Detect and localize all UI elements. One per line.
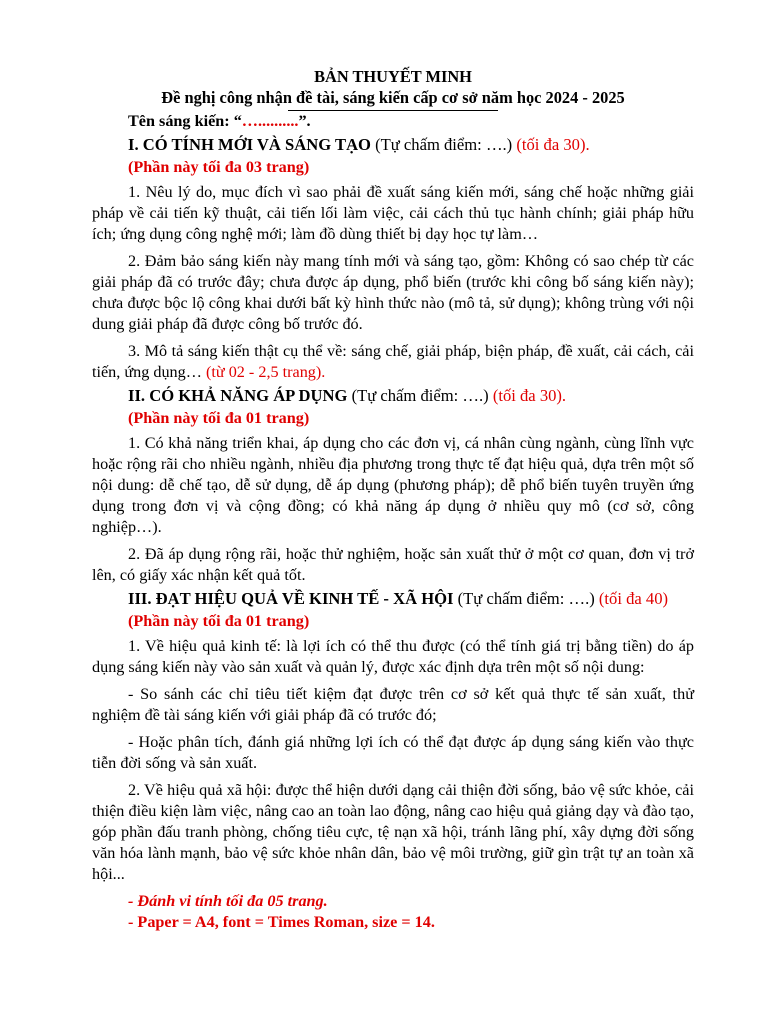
section-2-score: (Tự chấm điểm: ….) [347,386,493,405]
section-3-para-4: 2. Về hiệu quả xã hội: được thể hiện dưới dạng cải thiện đời sống, bảo vệ sức khỏe, cải thiện điều kiện làm việc, nâng cao an toàn lao động, nâng cao hiệu quả giảng dạy và đào tạo, góp phần đấu tranh phòng, chống tiêu cực, tệ nạn xã hội, tránh lãng phí, xây dựng đời sống văn hóa lành mạnh, bảo vệ sức khỏe nhân dân, bảo vệ môi trường, giữ gìn trật tự an toàn xã hội... [92,781,694,883]
section-1-para-3-pages: (từ 02 - 2,5 trang). [205,363,326,381]
section-1-note: (Phần này tối đa 03 trang) [128,158,310,176]
section-2-heading: II. CÓ KHẢ NĂNG ÁP DỤNG [128,386,348,405]
section-1-para-1: 1. Nêu lý do, mục đích vì sao phải đề xuất sáng kiến mới, sáng chế hoặc những giải pháp về cải tiến kỹ thuật, cải tiến lối làm việc, cải cách thủ tục hành chính; giải pháp hữu ích; ứng dụng công nghệ mới; làm đồ dùng thiết bị dạy học tự làm… [92,183,694,243]
footer-note-format: - Paper = A4, font = Times Roman, size = 14. [128,913,435,931]
section-3-heading: III. ĐẠT HIỆU QUẢ VỀ KINH TẾ - XÃ HỘI [128,589,454,608]
section-2-para-1: 1. Có khả năng triển khai, áp dụng cho các đơn vị, cá nhân cùng ngành, cùng lĩnh vực hoặc rộng rãi cho nhiều ngành, nhiều địa phương trong thực tế đạt hiệu quả, dựa trên một số nội dung: dễ chế tạo, dễ sử dụng, dễ áp dụng (phương pháp); dễ phổ biến tuyên truyền ứng dụng trong đơn vị và cộng đồng; có khả năng áp dụng ở nhiều quy mô (cơ sở, công nghiệp…). [92,434,694,536]
initiative-name-value: ….......... [241,112,299,130]
section-1-para-3 [92,341,694,383]
section-1-score: (Tự chấm điểm: ….) [370,135,517,154]
initiative-name-label: Tên sáng kiến: “ [128,112,242,130]
initiative-name-end: ”. [298,112,311,130]
document-page [92,66,694,937]
section-2-note: (Phần này tối đa 01 trang) [128,409,310,427]
section-3-heading-line [92,588,694,609]
section-3-para-2: - So sánh các chỉ tiêu tiết kiệm đạt được trên cơ sở kết quả thực tế sản xuất, thử nghiệm đề tài sáng kiến với giải pháp đã có trước đó; [92,685,694,724]
section-1-para-3-text: 3. Mô tả sáng kiến thật cụ thể về: sáng chế, giải pháp, biện pháp, đề xuất, cải cách, cải tiến, ứng dụng… [92,342,694,381]
section-1-heading: I. CÓ TÍNH MỚI VÀ SÁNG TẠO [128,135,371,154]
section-1-heading-line [92,134,694,155]
section-2-max: (tối đa 30). [492,386,567,405]
section-2-heading-line [92,385,694,406]
doc-title: BẢN THUYẾT MINH [314,67,472,86]
section-3-para-3: - Hoặc phân tích, đánh giá những lợi ích có thể đạt được áp dụng sáng kiến vào thực tiễn đời sống và sản xuất. [92,733,694,772]
section-1-max: (tối đa 30). [516,135,590,154]
section-3-para-1: 1. Về hiệu quả kinh tế: là lợi ích có thể thu được (có thể tính giá trị bằng tiền) do áp dụng sáng kiến này vào sản xuất và quản lý, được xác định dựa trên một số nội dung: [92,637,694,676]
section-3-note: (Phần này tối đa 01 trang) [128,612,310,630]
initiative-name-line [92,111,694,132]
section-3-max: (tối đa 40) [598,589,669,608]
doc-subtitle: Đề nghị công nhận đề tài, sáng kiến cấp cơ sở năm học 2024 - 2025 [161,88,625,107]
section-2-para-2: 2. Đã áp dụng rộng rãi, hoặc thử nghiệm, hoặc sản xuất thử ở một cơ quan, đơn vị trở lên, có giấy xác nhận kết quả tốt. [92,545,694,584]
section-3-score: (Tự chấm điểm: ….) [453,589,599,608]
section-1-para-2: 2. Đảm bảo sáng kiến này mang tính mới và sáng tạo, gồm: Không có sao chép từ các giải pháp đã có trước đây; chưa được áp dụng, phổ biến (trước khi công bố sáng kiến này); chưa được bộc lộ công khai dưới bất kỳ hình thức nào (mô tả, sử dụng); không trùng với nội dung giải pháp đã được công bố trước đó. [92,252,694,333]
footer-note-pages: - Đánh vi tính tối đa 05 trang. [128,892,328,910]
